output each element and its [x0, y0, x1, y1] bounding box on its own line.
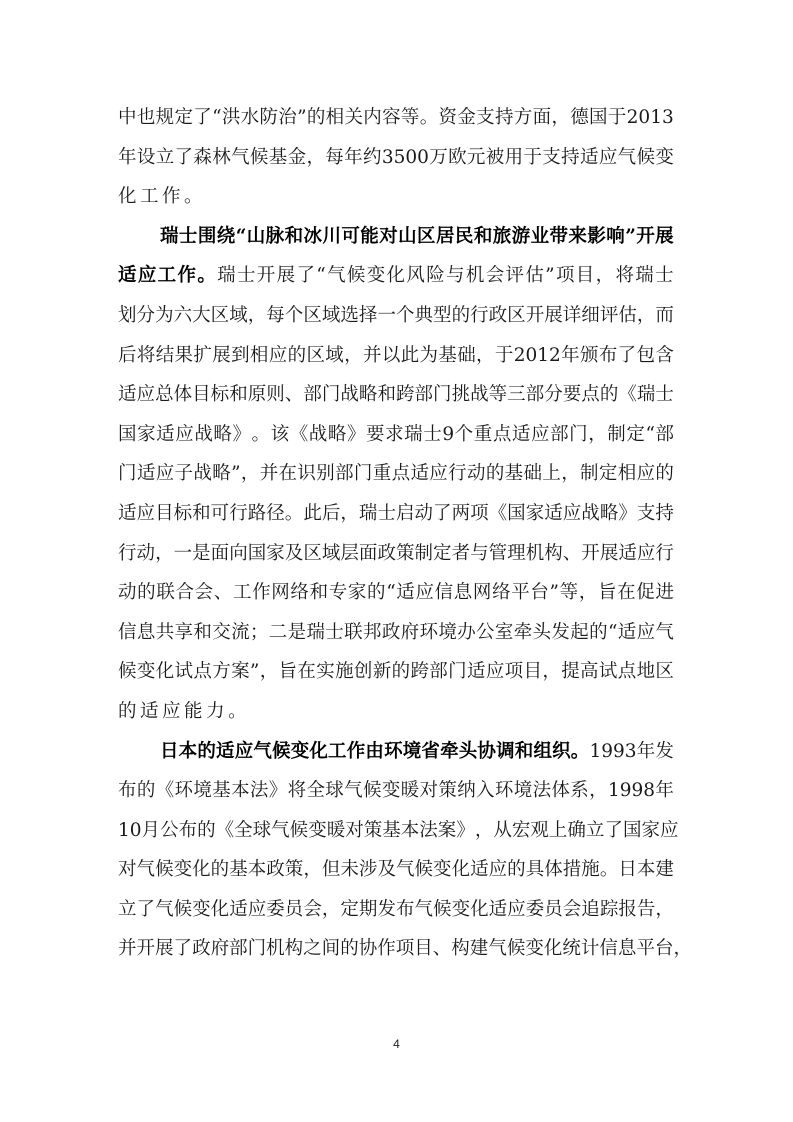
text-line: 国 家 适 应 战 略 》 。 该 《 战 略 》 要 求 瑞 士 9 个 重 点 适 应 部 门 ， 制 定 “ 部	[118, 423, 674, 445]
text-line: 化 工 作 。	[118, 186, 207, 208]
text-line: 划 分 为 六 大 区 域 ， 每 个 区 域 选 择 一 个 典 型 的 行 政 区 开 展 详 细 评 估 ， 而	[118, 304, 674, 326]
paragraph-switzerland	[118, 221, 674, 736]
text-line: 并 开 展 了 政 府 部 门 机 构 之 间 的 协 作 项 目 、 构 建 气 候 变 化 统 计 信 息 平 台 ，	[118, 938, 692, 960]
text-line: 中 也 规 定 了 “ 洪 水 防 治 ” 的 相 关 内 容 等 。 资 金 支 持 方 面 ， 德 国 于 2013	[118, 107, 674, 128]
page-number: 4	[393, 1037, 400, 1051]
text-line: 日 本 的 适 应 气 候 变 化 工 作 由 环 境 省 牵 头 协 调 和 组 织 。 1993 年 发	[160, 740, 674, 762]
text-line: 行 动 ， 一 是 面 向 国 家 及 区 域 层 面 政 策 制 定 者 与 管 理 机 构 、 开 展 适 应 行	[118, 542, 674, 564]
text-line: 适 应 工 作 。 瑞 士 开 展 了 “ 气 候 变 化 风 险 与 机 会 评 估 ” 项 目 ， 将 瑞 士	[118, 265, 674, 287]
text-line: 布 的 《 环 境 基 本 法 》 将 全 球 气 候 变 暖 对 策 纳 入 环 境 法 体 系 ， 1998 年	[118, 780, 674, 802]
text-line: 瑞 士 围 绕 “ 山 脉 和 冰 川 可 能 对 山 区 居 民 和 旅 游 业 带 来 影 响 ” 开 展	[160, 225, 674, 247]
text-line: 门 适 应 子 战 略 ” ， 并 在 识 别 部 门 重 点 适 应 行 动 的 基 础 上 ， 制 定 相 应 的	[118, 463, 674, 485]
text-line: 后 将 结 果 扩 展 到 相 应 的 区 域 ， 并 以 此 为 基 础 ， 于 2012 年 颁 布 了 包 含	[118, 344, 674, 366]
body-text	[118, 102, 692, 973]
text-line: 年 设 立 了 森 林 气 候 基 金 ， 每 年 约 3500 万 欧 元 被 用 于 支 持 适 应 气 候 变	[118, 146, 674, 168]
text-line: 信 息 共 享 和 交 流 ； 二 是 瑞 士 联 邦 政 府 环 境 办 公 室 牵 头 发 起 的 “ 适 应 气	[118, 621, 674, 643]
text-line: 的 适 应 能 力 。	[118, 700, 251, 722]
text-line: 候 变 化 试 点 方 案 ” ， 旨 在 实 施 创 新 的 跨 部 门 适 应 项 目 ， 提 高 试 点 地 区	[118, 661, 674, 683]
paragraph-germany-continued	[118, 102, 674, 221]
text-line: 立 了 气 候 变 化 适 应 委 员 会 ， 定 期 发 布 气 候 变 化 适 应 委 员 会 追 踪 报 告 ，	[118, 898, 674, 920]
paragraph-japan	[118, 736, 692, 974]
text-line: 动 的 联 合 会 、 工 作 网 络 和 专 家 的 “ 适 应 信 息 网 络 平 台 ” 等 ， 旨 在 促 进	[118, 582, 674, 604]
text-line: 适 应 目 标 和 可 行 路 径 。 此 后 ， 瑞 士 启 动 了 两 项 《 国 家 适 应 战 略 》 支 持	[118, 502, 674, 524]
text-line: 适 应 总 体 目 标 和 原 则 、 部 门 战 略 和 跨 部 门 挑 战 等 三 部 分 要 点 的 《 瑞 士	[118, 384, 674, 406]
text-line: 对 气 候 变 化 的 基 本 政 策 ， 但 未 涉 及 气 候 变 化 适 应 的 具 体 措 施 。 日 本 建	[118, 859, 674, 881]
text-line: 10 月 公 布 的 《 全 球 气 候 变 暖 对 策 基 本 法 案 》 ， 从 宏 观 上 确 立 了 国 家 应	[118, 819, 679, 841]
